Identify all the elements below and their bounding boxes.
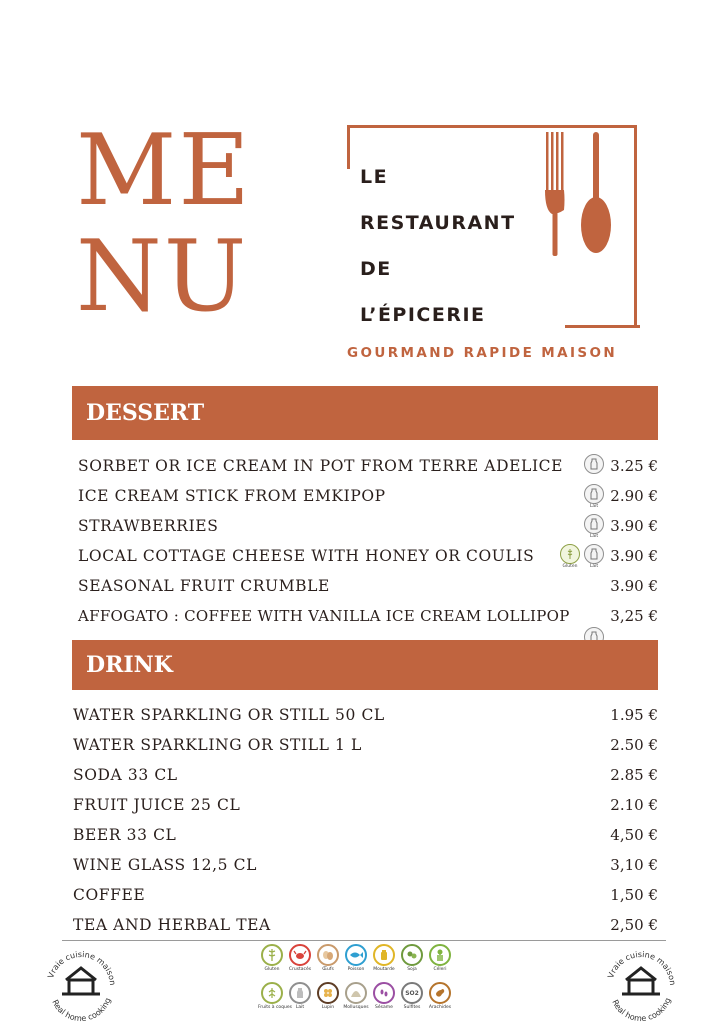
item-name: BEER 33 CL: [73, 826, 177, 844]
item-price: 3.90 €: [610, 577, 658, 595]
menu-title: [76, 114, 296, 334]
legend-sesame: [370, 982, 398, 1011]
legend-label: Céleri: [433, 967, 447, 972]
home-cooking-stamp-icon: [40, 942, 122, 1024]
menu-item: [73, 790, 658, 820]
item-name: SORBET OR ICE CREAM IN POT FROM TERRE ADELICE: [78, 457, 564, 475]
nut-icon: [261, 982, 283, 1004]
item-name: SEASONAL FRUIT CRUMBLE: [78, 577, 330, 595]
allergen-label: Lait: [589, 504, 599, 509]
legend-label: Crustacés: [288, 967, 312, 972]
item-price: 2,50 €: [610, 916, 658, 934]
item-name: WINE GLASS 12,5 CL: [73, 856, 258, 874]
item-name: AFFOGATO : COFFEE WITH VANILLA ICE CREAM LOLLIPOP: [78, 607, 570, 625]
legend-nuts: [258, 982, 292, 1011]
menu-item: [73, 760, 658, 790]
crab-icon: [289, 944, 311, 966]
peanut-icon: [429, 982, 451, 1004]
legend-label: Sulfites: [403, 1005, 421, 1010]
dessert-section-header: DESSERT: [72, 386, 658, 440]
legend-label: Soja: [407, 967, 417, 972]
menu-item: [78, 511, 658, 541]
legend-label: Sésame: [375, 1005, 393, 1010]
menu-item: [78, 481, 658, 511]
restaurant-name-line4: L’ÉPICERIE: [360, 304, 486, 326]
menu-item: [73, 910, 658, 940]
item-price: 2.10 €: [610, 796, 658, 814]
item-name: WATER SPARKLING OR STILL 1 L: [73, 736, 362, 754]
menu-title-line2: NU: [76, 220, 249, 334]
legend-peanuts: [426, 982, 454, 1011]
restaurant-name-line3: DE: [360, 258, 392, 280]
sesame-icon: [373, 982, 395, 1004]
item-name: TEA AND HERBAL TEA: [73, 916, 271, 934]
menu-item: [78, 451, 658, 481]
item-price: 2.50 €: [610, 736, 658, 754]
item-price: 1,50 €: [610, 886, 658, 904]
legend-label: Œufs: [322, 967, 334, 972]
item-price: 2.90 €: [610, 487, 658, 505]
legend-fish: [342, 944, 370, 973]
item-name: ICE CREAM STICK FROM EMKIPOP: [78, 487, 386, 505]
item-price: 2.85 €: [610, 766, 658, 784]
stamp-text-top: Vraie cuisine maison: [46, 949, 118, 986]
brand-frame-left: [347, 125, 350, 169]
legend-label: Poisson: [347, 967, 365, 972]
restaurant-name-line2: RESTAURANT: [360, 212, 516, 234]
allergen-label: Lait: [589, 534, 599, 539]
item-name: STRAWBERRIES: [78, 517, 219, 535]
menu-item: [78, 571, 658, 601]
menu-item: [73, 700, 658, 730]
item-price: 3.90 €: [610, 547, 658, 565]
item-name: COFFEE: [73, 886, 146, 904]
legend-molluscs: [342, 982, 370, 1011]
svg-text:Real home cooking: [610, 997, 672, 1024]
so2-icon: SO2: [401, 982, 423, 1004]
allergen-label: Gluten: [562, 564, 578, 569]
allergen-label: Lait: [589, 564, 599, 569]
restaurant-name-line1: LE: [360, 166, 389, 188]
legend-label: Arachides: [428, 1005, 452, 1010]
brand-frame-bottom: [565, 325, 640, 328]
legend-label: Fruits à coques: [258, 1005, 292, 1010]
menu-item: [73, 880, 658, 910]
celery-icon: [429, 944, 451, 966]
mustard-icon: [373, 944, 395, 966]
soy-icon: [401, 944, 423, 966]
milk-allergen-icon: [582, 514, 606, 540]
legend-label: Mollusques: [343, 1005, 369, 1010]
stamp-text-bottom: Real home cooking: [50, 996, 113, 1024]
legend-crustaceans: [286, 944, 314, 973]
menu-item: [78, 541, 658, 571]
legend-label: Gluten: [264, 967, 280, 972]
item-name: SODA 33 CL: [73, 766, 178, 784]
item-price: 3.90 €: [610, 517, 658, 535]
home-cooking-stamp-icon: [600, 942, 682, 1024]
item-price: 3,10 €: [610, 856, 658, 874]
milk-allergen-icon: [582, 454, 606, 474]
item-price: 3.25 €: [610, 457, 658, 475]
menu-item: [73, 820, 658, 850]
menu-title-line1: ME: [76, 114, 252, 228]
milk-allergen-icon: [582, 484, 606, 510]
item-name: FRUIT JUICE 25 CL: [73, 796, 241, 814]
legend-milk: [286, 982, 314, 1011]
gluten-icon: [261, 944, 283, 966]
milk-allergen-icon: [582, 544, 606, 570]
svg-text:Real home cooking: [50, 997, 112, 1024]
restaurant-name: [360, 154, 516, 338]
legend-label: Lait: [295, 1005, 305, 1010]
menu-item: [73, 730, 658, 760]
legend-eggs: [314, 944, 342, 973]
legend-celery: [426, 944, 454, 973]
menu-item: [73, 850, 658, 880]
drink-section-header: DRINK: [72, 640, 658, 690]
shell-icon: [345, 982, 367, 1004]
legend-soy: [398, 944, 426, 973]
stamp-text-top: Vraie cuisine maison: [606, 949, 678, 986]
footer-divider: [62, 940, 666, 941]
legend-label: Lupin: [321, 1005, 335, 1010]
item-price: 4,50 €: [610, 826, 658, 844]
legend-lupin: [314, 982, 342, 1011]
fish-icon: [345, 944, 367, 966]
legend-gluten: [258, 944, 286, 973]
item-name: LOCAL COTTAGE CHEESE WITH HONEY OR COULIS: [78, 547, 535, 565]
legend-sulphites: [398, 982, 426, 1011]
egg-icon: [317, 944, 339, 966]
lupin-icon: [317, 982, 339, 1004]
legend-mustard: [370, 944, 398, 973]
legend-label: Moutarde: [373, 967, 395, 972]
gluten-allergen-icon: [558, 544, 582, 570]
item-price: 3,25 €: [610, 607, 658, 625]
stamp-text-bottom: Real home cooking: [610, 996, 673, 1024]
item-price: 1.95 €: [610, 706, 658, 724]
fork-and-spoon-icon: [540, 130, 620, 260]
item-name: WATER SPARKLING OR STILL 50 CL: [73, 706, 385, 724]
milk-icon: [289, 982, 311, 1004]
tagline: GOURMAND RAPIDE MAISON: [347, 345, 618, 361]
